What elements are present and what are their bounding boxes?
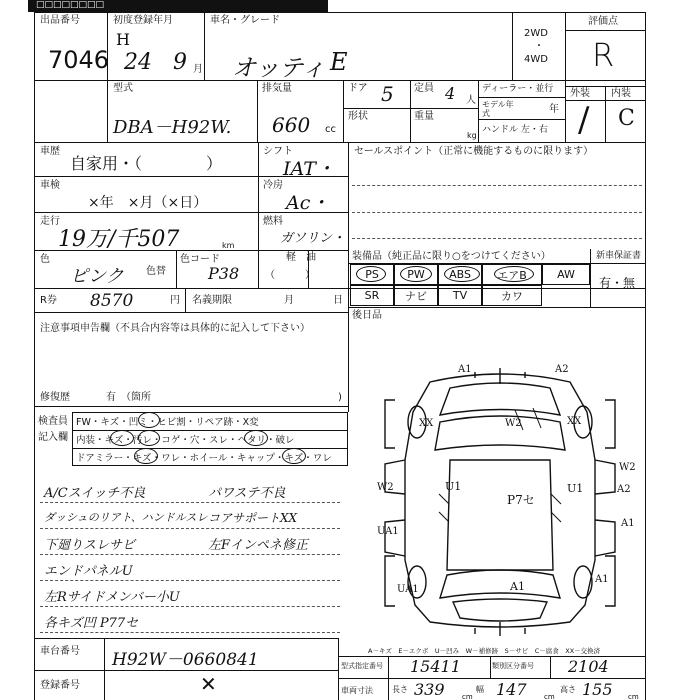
- damage-legend: A－キズ E－エクボ U－凹み W－補修跡 S－サビ C－腐食 XX－交換済: [368, 647, 601, 655]
- recycle-value: 8570: [90, 291, 134, 311]
- oil-paren: （ ）: [265, 270, 315, 281]
- comment-5: 下廻りスレサビ: [44, 538, 136, 553]
- type-cert-label: 型式指定番号: [341, 662, 383, 670]
- equip-sr: SR: [350, 285, 394, 306]
- chassis-value: H92W－0660841: [112, 650, 259, 670]
- kg-unit: kg: [467, 131, 477, 140]
- period-day: 日: [333, 295, 343, 306]
- car-grade: E: [330, 48, 348, 76]
- cap-value: 4: [445, 84, 456, 103]
- comment-6: 左Fインペネ修正: [208, 538, 309, 553]
- warranty-value: 有・無: [599, 276, 636, 290]
- fuel-label: 燃料: [263, 216, 283, 227]
- circle-abs: [444, 266, 480, 282]
- size-label: 車両寸法: [341, 686, 373, 695]
- comment-1: A/Cスイッチ不良: [44, 486, 146, 501]
- int-label: 内装: [611, 88, 631, 99]
- equip-navi: ナビ: [394, 285, 438, 306]
- model-year-label: モデル年式: [482, 100, 514, 118]
- dmg-a1-rear: A1: [510, 580, 525, 593]
- cm-3: cm: [628, 693, 639, 700]
- dmg-a2-top: A2: [555, 364, 569, 375]
- code-value: P38: [208, 264, 240, 283]
- reg-year: 24: [124, 50, 152, 75]
- dmg-a2-right: A2: [617, 484, 631, 495]
- dmg-xx-right: XX: [567, 416, 582, 427]
- equip-abs: ABS: [438, 264, 482, 285]
- drive-2wd: 2WD: [524, 28, 548, 39]
- score-label: 評価点: [588, 16, 618, 27]
- equip-ps: PS: [350, 264, 394, 285]
- length-value: 339: [414, 680, 445, 699]
- comment-7: エンドパネルU: [44, 564, 133, 579]
- door-label: ドア: [348, 83, 368, 94]
- circle-airbag: [494, 266, 534, 282]
- km-unit: km: [222, 241, 235, 250]
- comment-2: パワステ不良: [208, 486, 286, 501]
- color-value: ピンク: [70, 266, 124, 287]
- circle-pw: [400, 266, 432, 282]
- dmg-xx-left: XX: [419, 418, 434, 429]
- length-label: 長さ: [392, 685, 408, 694]
- use-value: 自家用・（ ）: [70, 154, 223, 173]
- equip-aw: AW: [542, 264, 590, 285]
- insp-row1: FW・キズ・凹ミ・ヒビ割・リペア跡・X変: [76, 417, 259, 428]
- repair-label: 修復歴: [40, 392, 70, 403]
- lot-number: 7046: [48, 46, 110, 74]
- dmg-u1-right: U1: [567, 482, 584, 495]
- mileage-label: 走行: [40, 216, 60, 227]
- equip-label: 装備品（純正品に限り○をつけてください）: [352, 251, 551, 262]
- ac-value: Ac・: [286, 192, 330, 214]
- drive-dot: ・: [534, 41, 544, 52]
- comment-9: 各キズ凹 P77セ: [44, 616, 139, 631]
- door-value: 5: [381, 82, 394, 106]
- equip-tv: TV: [438, 285, 482, 306]
- comment-8: 左Rサイドメンバー小U: [44, 590, 180, 605]
- oil-label: 軽 油: [286, 252, 316, 263]
- width-label: 幅: [476, 685, 484, 694]
- dmg-a1-top: A1: [458, 364, 472, 375]
- notice-label: 注意事項申告欄（不具合内容等は具体的に記入して下さい）: [40, 323, 310, 334]
- shade-label: 色替: [146, 266, 166, 277]
- month-unit: 月: [193, 64, 203, 75]
- circle-ps: [356, 266, 386, 282]
- dmg-a1-rr: A1: [595, 574, 609, 585]
- car-diagram: [355, 360, 645, 640]
- dmg-w2-front: W2: [505, 418, 522, 429]
- cm-2: cm: [544, 693, 555, 700]
- disp-label: 排気量: [262, 83, 292, 94]
- use-label: 車歴: [40, 146, 60, 157]
- inspect-label: 車検: [40, 180, 60, 191]
- ext-score: /: [578, 100, 590, 140]
- dmg-w2-left: W2: [377, 482, 394, 493]
- model-value: DBA－H92W.: [113, 117, 232, 138]
- dmg-w2-right: W2: [619, 462, 636, 473]
- dmg-a1-right: A1: [621, 518, 635, 529]
- equip-airbag: エアB: [482, 264, 542, 285]
- equip-pw: PW: [394, 264, 438, 285]
- height-value: 155: [582, 680, 613, 699]
- code-label: 色コード: [180, 254, 220, 265]
- fuel-value: ガソリン・: [280, 231, 346, 246]
- car-name: オッティ: [232, 54, 326, 82]
- class-label: 類別区分番号: [492, 662, 534, 670]
- dmg-ua1-left: UA1: [377, 526, 399, 537]
- person-unit: 人: [466, 95, 476, 106]
- dmg-roof: P7セ: [507, 493, 535, 507]
- reg-label: 初度登録年月: [113, 15, 173, 26]
- recycle-label: R券: [40, 295, 57, 306]
- handle-label: ハンドル 左・右: [482, 125, 548, 135]
- disp-value: 660: [272, 113, 311, 137]
- reg-era: H: [116, 30, 130, 49]
- cm-1: cm: [462, 693, 473, 700]
- dealer-label: ディーラー・並行: [482, 84, 554, 94]
- dmg-ua1-rear: UA1: [397, 584, 419, 595]
- period-month: 月: [284, 295, 294, 306]
- comment-4: コアサポートXX: [208, 511, 298, 525]
- yen-unit: 円: [170, 295, 180, 306]
- ac-label: 冷房: [263, 180, 283, 191]
- score-value: R: [592, 36, 615, 74]
- shape-label: 形状: [348, 111, 368, 122]
- chassis-label: 車台番号: [40, 646, 80, 657]
- lot-label: 出品番号: [40, 15, 80, 26]
- drive-4wd: 4WD: [524, 54, 548, 65]
- ext-label: 外装: [570, 88, 590, 99]
- model-label: 型式: [113, 83, 133, 94]
- repair-value: 有 （箇所: [106, 392, 151, 403]
- height-label: 高さ: [560, 685, 576, 694]
- selling-label: セールスポイント（正常に機能するものに限ります）: [354, 146, 594, 157]
- mileage-value: 19万/千507: [58, 227, 180, 252]
- inspect-value: ×年 ×月（×日）: [88, 195, 208, 211]
- cc-unit: cc: [325, 124, 336, 135]
- inspector-label: 検査員: [38, 416, 68, 427]
- cap-label: 定員: [414, 83, 434, 94]
- period-label: 名義期限: [192, 295, 232, 306]
- width-value: 147: [496, 680, 527, 699]
- dmg-u1-left: U1: [445, 480, 462, 493]
- warranty-label: 新車保証書: [596, 251, 642, 261]
- year-unit: 年: [549, 104, 559, 115]
- class-value: 2104: [568, 657, 609, 676]
- weight-label: 重量: [414, 111, 434, 122]
- insp-row2: 内装・キズ・汚レ・コゲ・穴・スレ・ヘタリ・破レ: [76, 435, 295, 446]
- shift-label: シフト: [263, 146, 293, 157]
- insp-row3: ドアミラー・キズ・ワレ・ホイール・キャップ・キズ・ワレ: [76, 453, 332, 464]
- shift-value: IAT・: [283, 158, 335, 180]
- comment-3: ダッシュのリアト、ハンドルスレ: [44, 511, 208, 524]
- equip-leather: カワ: [482, 285, 542, 306]
- name-label: 車名・グレード: [210, 15, 280, 26]
- record-label: 記入欄: [38, 432, 68, 443]
- int-score: C: [618, 106, 635, 131]
- top-strip: □□□□□□□□: [36, 0, 105, 10]
- later-label: 後日品: [352, 310, 382, 321]
- reg-month: 9: [173, 50, 187, 75]
- color-label: 色: [40, 254, 50, 265]
- type-cert-value: 15411: [410, 657, 461, 676]
- regno-label: 登録番号: [40, 680, 80, 691]
